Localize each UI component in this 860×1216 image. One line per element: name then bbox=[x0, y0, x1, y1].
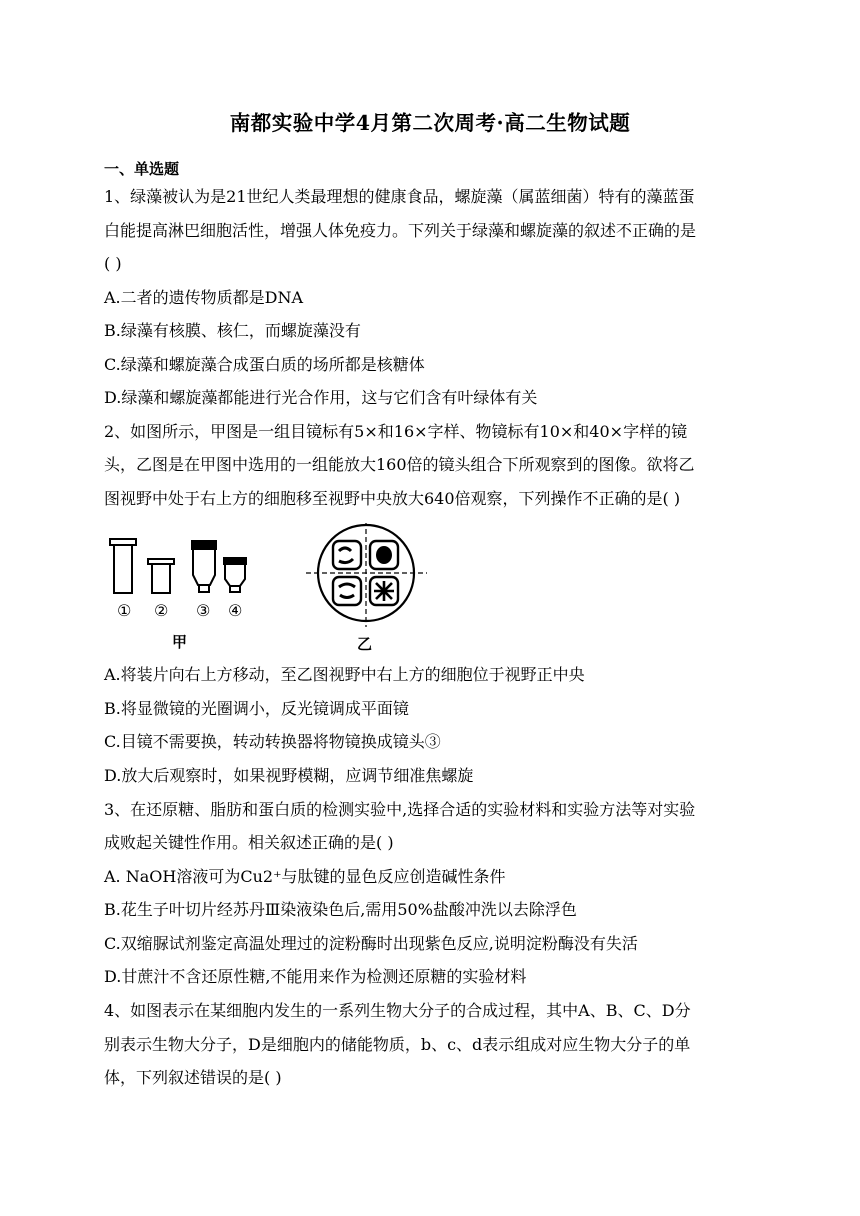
lens-4-objective bbox=[224, 558, 246, 592]
lens-label-3: ③ bbox=[196, 601, 211, 620]
q1-stem-line-2: 白能提高淋巴细胞活性，增强人体免疫力。下列关于绿藻和螺旋藻的叙述不正确的是 bbox=[104, 221, 697, 240]
q1-stem-line-1: 1、绿藻被认为是21世纪人类最理想的健康食品，螺旋藻（属蓝细菌）特有的藻蓝蛋 bbox=[104, 187, 695, 206]
q1-option-c: C.绿藻和螺旋藻合成蛋白质的场所都是核糖体 bbox=[104, 355, 425, 374]
lens-1-eyepiece bbox=[110, 539, 136, 593]
q4-stem-line-3: 体，下列叙述错误的是( ) bbox=[104, 1068, 282, 1087]
q2-option-a: A.将装片向右上方移动，至乙图视野中右上方的细胞位于视野正中央 bbox=[104, 665, 585, 684]
q3-stem-line-2: 成败起关键性作用。相关叙述正确的是( ) bbox=[104, 833, 394, 852]
q1-option-d: D.绿藻和螺旋藻都能进行光合作用，这与它们含有叶绿体有关 bbox=[104, 388, 538, 407]
q2-stem-line-3: 图视野中处于右上方的细胞移至视野中央放大640倍观察，下列操作不正确的是( ) bbox=[104, 489, 681, 508]
q3-option-c: C.双缩脲试剂鉴定高温处理过的淀粉酶时出现紫色反应,说明淀粉酶没有失活 bbox=[104, 934, 638, 953]
lens-label-4: ④ bbox=[228, 601, 243, 620]
q1-option-a: A.二者的遗传物质都是DNA bbox=[104, 288, 304, 307]
q2-option-d: D.放大后观察时，如果视野模糊，应调节细准焦螺旋 bbox=[104, 766, 474, 785]
lens-2-eyepiece bbox=[148, 559, 174, 593]
q3-option-a: A. NaOH溶液可为Cu2⁺与肽键的显色反应创造碱性条件 bbox=[104, 867, 506, 886]
q1-option-b: B.绿藻有核膜、核仁，而螺旋藻没有 bbox=[104, 321, 361, 340]
lens-label-1: ① bbox=[117, 601, 132, 620]
q3-stem-line-1: 3、在还原糖、脂肪和蛋白质的检测实验中,选择合适的实验材料和实验方法等对实验 bbox=[104, 800, 696, 819]
q2-stem-line-1: 2、如图所示，甲图是一组目镜标有5×和16×字样、物镜标有10×和40×字样的镜 bbox=[104, 422, 688, 441]
q2-option-b: B.将显微镜的光圈调小，反光镜调成平面镜 bbox=[104, 699, 409, 718]
q2-stem-line-2: 头，乙图是在甲图中选用的一组能放大160倍的镜头组合下所观察到的图像。欲将乙 bbox=[104, 455, 695, 474]
q3-option-d: D.甘蔗汁不含还原性糖,不能用来作为检测还原糖的实验材料 bbox=[104, 967, 527, 986]
q2-option-c: C.目镜不需要换，转动转换器将物镜换成镜头③ bbox=[104, 732, 441, 751]
q4-stem-line-2: 别表示生物大分子，D是细胞内的储能物质，b、c、d表示组成对应生物大分子的单 bbox=[104, 1035, 691, 1054]
lens-3-objective bbox=[192, 541, 216, 592]
figure-caption-yi: 乙 bbox=[357, 635, 373, 653]
lens-diagram bbox=[100, 523, 440, 655]
cell-bottom-left bbox=[333, 577, 361, 605]
figure-caption-jia: 甲 bbox=[172, 633, 188, 651]
lens-label-2: ② bbox=[154, 601, 169, 620]
page-title: 南都实验中学4月第二次周考·高二生物试题 bbox=[229, 111, 631, 135]
microscope-figure bbox=[100, 523, 440, 655]
q4-stem-line-1: 4、如图表示在某细胞内发生的一系列生物大分子的合成过程，其中A、B、C、D分 bbox=[104, 1001, 691, 1020]
section-heading: 一、单选题 bbox=[104, 160, 180, 178]
microscope-view-field bbox=[306, 523, 427, 627]
q3-option-b: B.花生子叶切片经苏丹Ⅲ染液染色后,需用50%盐酸冲洗以去除浮色 bbox=[104, 900, 577, 919]
cell-top-left bbox=[333, 541, 361, 569]
q1-stem-line-3: ( ) bbox=[104, 254, 122, 273]
